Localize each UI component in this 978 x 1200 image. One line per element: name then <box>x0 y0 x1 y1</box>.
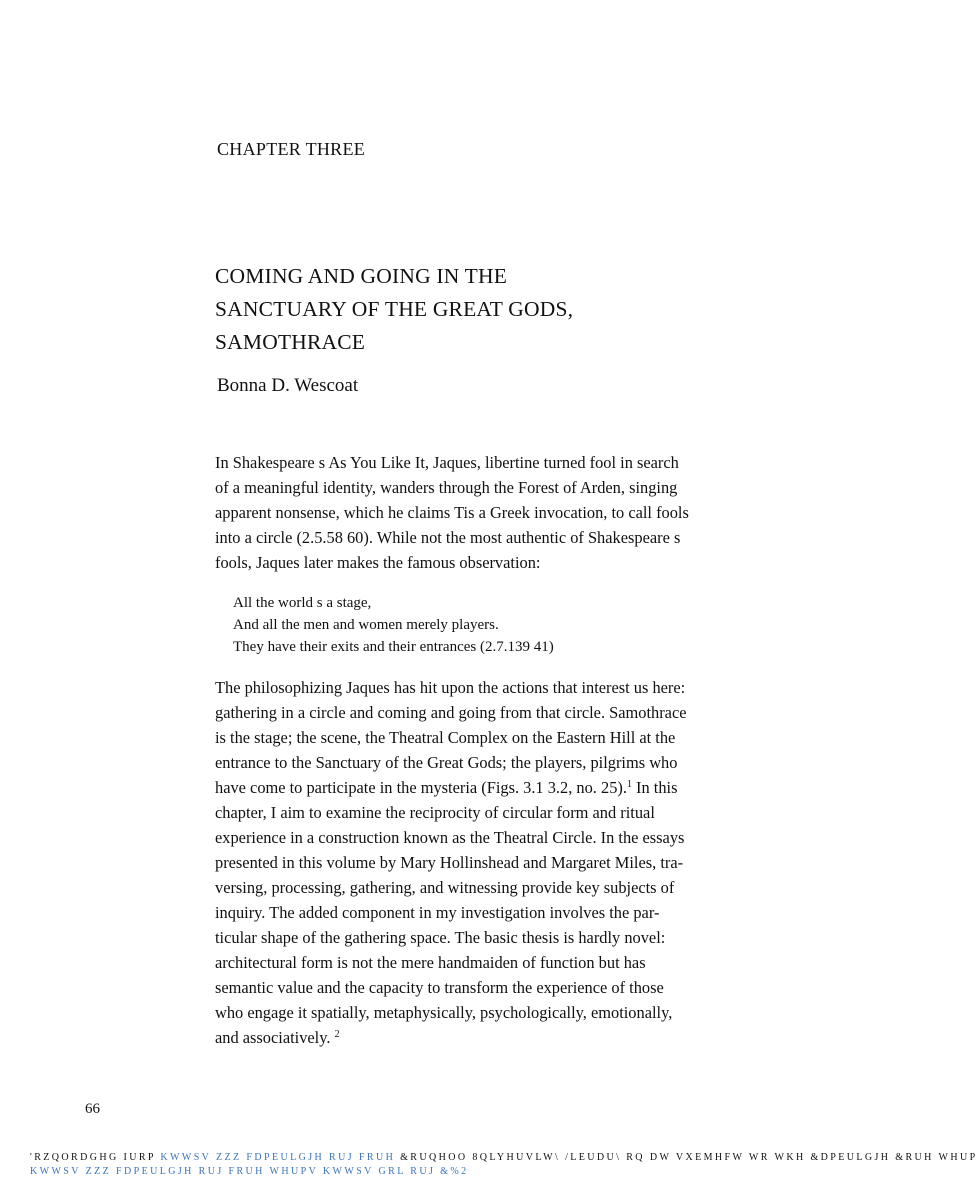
footer-text: &RUQHOO 8QLYHUVLW\ /LEUDU\ <box>400 1152 622 1163</box>
footer-link[interactable]: KWWSV ZZZ FDPEULGJH RUJ FRUH WHUPV <box>30 1166 319 1177</box>
text-line: semantic value and the capacity to transform the experience of those <box>215 978 664 997</box>
text-line <box>215 1025 727 1050</box>
title-line: SANCTUARY OF THE GREAT GODS, <box>215 297 574 321</box>
footnote-ref[interactable]: 2 <box>334 1029 340 1040</box>
quote-line: All the world s a stage, <box>233 595 372 611</box>
text-span: and associatively. <box>215 1028 331 1047</box>
text-line: fools, Jaques later makes the famous observation: <box>215 553 541 572</box>
footer-text: RQ <box>626 1152 645 1163</box>
text-line: architectural form is not the mere handmaiden of function but has <box>215 953 646 972</box>
title-line: COMING AND GOING IN THE <box>215 264 508 288</box>
text-line: inquiry. The added component in my investigation involves the par- <box>215 903 660 922</box>
text-line: entrance to the Sanctuary of the Great Gods; the players, pilgrims who <box>215 753 678 772</box>
footer-line-2 <box>30 1165 840 1179</box>
text-line: is the stage; the scene, the Theatral Complex on the Eastern Hill at the <box>215 728 676 747</box>
author-name: Bonna D. Wescoat <box>217 375 359 396</box>
quote-line: They have their exits and their entrances (2.7.139 41) <box>233 639 554 655</box>
text-line <box>215 775 727 800</box>
text-span: have come to participate in the mysteria (Figs. 3.1 3.2, no. 25). <box>215 778 627 797</box>
text-line: chapter, I aim to examine the reciprocity of circular form and ritual <box>215 803 655 822</box>
text-line: ticular shape of the gathering space. The basic thesis is hardly novel: <box>215 928 666 947</box>
text-line: The philosophizing Jaques has hit upon the actions that interest us here: <box>215 678 686 697</box>
text-span: In this <box>631 778 678 797</box>
footer-link[interactable]: KWWSV ZZZ FDPEULGJH RUJ FRUH <box>160 1152 396 1163</box>
text-line: experience in a construction known as the Theatral Circle. In the essays <box>215 828 685 847</box>
body-paragraph-1 <box>215 450 727 575</box>
chapter-label: CHAPTER THREE <box>217 139 366 159</box>
text-line: of a meaningful identity, wanders through the Forest of Arden, singing <box>215 478 678 497</box>
footer-link[interactable]: &%2 <box>440 1166 469 1177</box>
text-line: into a circle (2.5.58 60). While not the most authentic of Shakespeare s <box>215 528 681 547</box>
quote-line: And all the men and women merely players. <box>233 617 499 633</box>
footer-text: 'RZQORDGHG IURP <box>30 1152 156 1163</box>
page-number: 66 <box>85 1101 100 1117</box>
footer-line-1 <box>30 1151 978 1165</box>
title-line: SAMOTHRACE <box>215 330 366 354</box>
download-footer <box>30 1151 978 1179</box>
text-line: gathering in a circle and coming and going from that circle. Samothrace <box>215 703 687 722</box>
footer-text: VXEMHFW WR WKH &DPEULGJH &RUH WHUP <box>675 1152 978 1163</box>
block-quote <box>233 592 554 658</box>
footer-link[interactable]: KWWSV GRL RUJ <box>322 1166 436 1177</box>
body-paragraph-2 <box>215 675 727 1050</box>
footer-text: DW <box>649 1152 672 1163</box>
text-line: apparent nonsense, which he claims Tis a Greek invocation, to call fools <box>215 503 689 522</box>
chapter-title <box>215 260 775 359</box>
text-line: In Shakespeare s As You Like It, Jaques, libertine turned fool in search <box>215 453 679 472</box>
footnote-ref[interactable]: 1 <box>626 779 632 790</box>
text-line: who engage it spatially, metaphysically, psychologically, emotionally, <box>215 1003 673 1022</box>
text-line: versing, processing, gathering, and witnessing provide key subjects of <box>215 878 675 897</box>
text-line: presented in this volume by Mary Hollinshead and Margaret Miles, tra- <box>215 853 684 872</box>
